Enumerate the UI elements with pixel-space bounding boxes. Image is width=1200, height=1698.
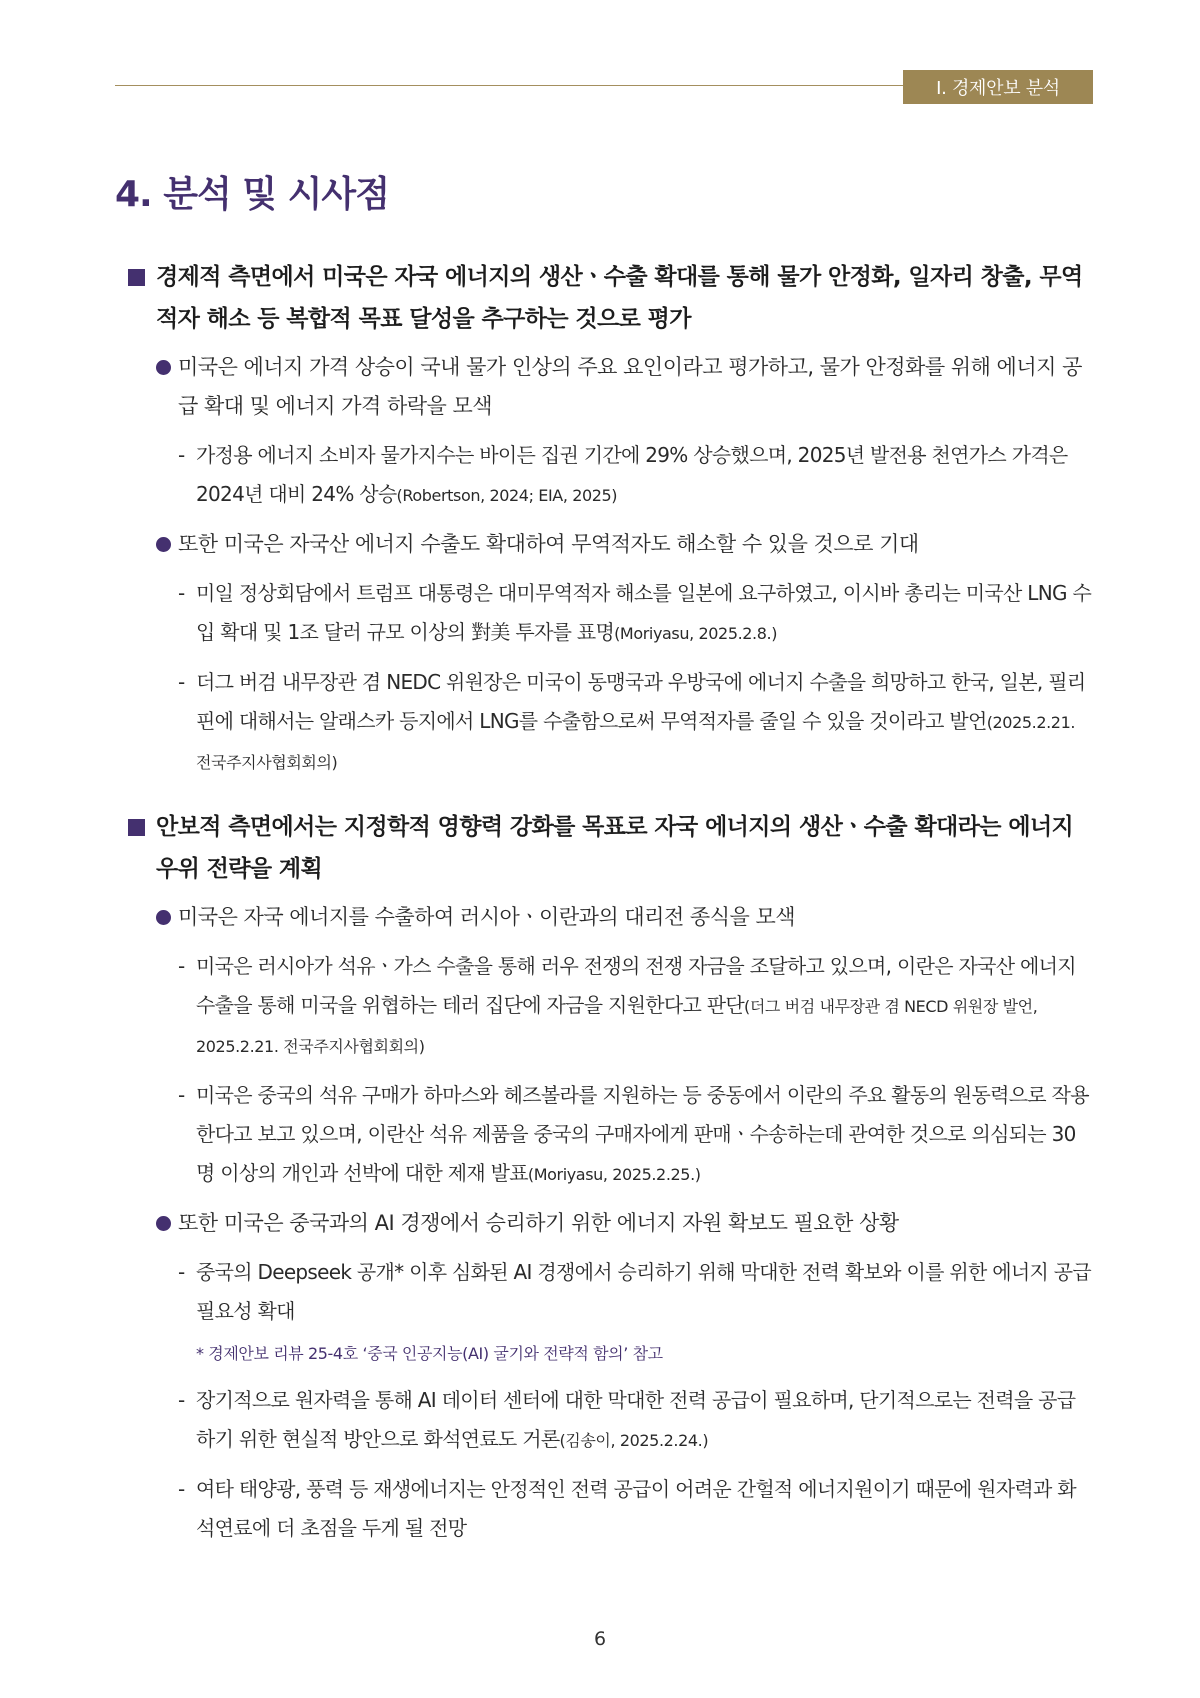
- circle-bullet-icon: [156, 537, 171, 552]
- citation: (김송이, 2025.2.24.): [559, 1431, 709, 1450]
- dash-item: - 장기적으로 원자력을 통해 AI 데이터 센터에 대한 막대한 전력 공급이 필요하며, 단기적으로는 전력을 공급하기 위한 현실적 방안으로 화석연료도 거론(김송이, 2025.2.24.): [178, 1381, 1093, 1460]
- circle-bullet-icon: [156, 910, 171, 925]
- page-title: 4. 분석 및 시사점: [115, 174, 389, 215]
- dash-item: - 미국은 중국의 석유 구매가 하마스와 헤즈볼라를 지원하는 등 중동에서 이란의 주요 활동의 원동력으로 작용한다고 보고 있으며, 이란산 석유 제품을 중국의 구매자에게 판매ㆍ수송하는데 관여한 것으로 의심되는 30명 이상의 개인과 선박에 대한 제재 발표(Moriyasu, 2025.2.25.): [178, 1076, 1093, 1194]
- dash-icon: -: [178, 1083, 185, 1107]
- dash-icon: -: [178, 1260, 185, 1284]
- page-number: 6: [593, 1628, 607, 1650]
- square-bullet-icon: [128, 819, 145, 836]
- square-bullet-icon: [128, 269, 145, 286]
- citation: (더그 버검 내무장관 겸 NECD 위원장 발언, 2025.2.21. 전국주지사협회회의): [196, 997, 1038, 1056]
- bullet-item: 또한 미국은 중국과의 AI 경쟁에서 승리하기 위한 에너지 자원 확보도 필요한 상황: [156, 1204, 1093, 1243]
- bullet-item: 또한 미국은 자국산 에너지 수출도 확대하여 무역적자도 해소할 수 있을 것으로 기대: [156, 525, 1093, 564]
- dash-icon: -: [178, 1388, 185, 1412]
- bullet-item: 미국은 에너지 가격 상승이 국내 물가 인상의 주요 요인이라고 평가하고, 물가 안정화를 위해 에너지 공급 확대 및 에너지 가격 하락을 모색: [156, 348, 1093, 426]
- footnote: * 경제안보 리뷰 25-4호 ‘중국 인공지능(AI) 굴기와 전략적 함의’ 참고: [196, 1344, 663, 1363]
- section-tab: Ⅰ. 경제안보 분석: [903, 70, 1093, 104]
- dash-icon: -: [178, 1477, 185, 1501]
- citation: (2025.2.21. 전국주지사협회회의): [196, 713, 1076, 772]
- heading-security: 안보적 측면에서는 지정학적 영향력 강화를 목표로 자국 에너지의 생산ㆍ수출 확대라는 에너지 우위 전략을 계획: [128, 806, 1093, 890]
- dash-icon: -: [178, 581, 185, 605]
- main-content: [128, 256, 1093, 1558]
- dash-item: - 가정용 에너지 소비자 물가지수는 바이든 집권 기간에 29% 상승했으며, 2025년 발전용 천연가스 가격은 2024년 대비 24% 상승(Robertson, 2024; EIA, 2025): [178, 436, 1093, 515]
- header-rule: [115, 85, 910, 86]
- dash-icon: -: [178, 954, 185, 978]
- citation: (Robertson, 2024; EIA, 2025): [396, 486, 618, 505]
- bullet-item: 미국은 자국 에너지를 수출하여 러시아ㆍ이란과의 대리전 종식을 모색: [156, 898, 1093, 937]
- heading-economic: 경제적 측면에서 미국은 자국 에너지의 생산ㆍ수출 확대를 통해 물가 안정화, 일자리 창출, 무역적자 해소 등 복합적 목표 달성을 추구하는 것으로 평가: [128, 256, 1093, 340]
- circle-bullet-icon: [156, 1216, 171, 1231]
- dash-item: - 더그 버검 내무장관 겸 NEDC 위원장은 미국이 동맹국과 우방국에 에너지 수출을 희망하고 한국, 일본, 필리핀에 대해서는 알래스카 등지에서 LNG를 수출함으로써 무역적자를 줄일 수 있을 것이라고 발언(2025.2.21. 전국주지사협회회의): [178, 663, 1093, 782]
- dash-item: - 미일 정상회담에서 트럼프 대통령은 대미무역적자 해소를 일본에 요구하였고, 이시바 총리는 미국산 LNG 수입 확대 및 1조 달러 규모 이상의 對美 투자를 표명(Moriyasu, 2025.2.8.): [178, 574, 1093, 653]
- citation: (Moriyasu, 2025.2.8.): [614, 624, 778, 643]
- circle-bullet-icon: [156, 360, 171, 375]
- dash-item: - 미국은 러시아가 석유ㆍ가스 수출을 통해 러우 전쟁의 전쟁 자금을 조달하고 있으며, 이란은 자국산 에너지 수출을 통해 미국을 위협하는 테러 집단에 자금을 지원한다고 판단(더그 버검 내무장관 겸 NECD 위원장 발언, 2025.2.21. 전국주지사협회회의): [178, 947, 1093, 1066]
- dash-icon: -: [178, 443, 185, 467]
- dash-item: - 중국의 Deepseek 공개* 이후 심화된 AI 경쟁에서 승리하기 위해 막대한 전력 확보와 이를 위한 에너지 공급 필요성 확대: [178, 1253, 1093, 1331]
- dash-item: - 여타 태양광, 풍력 등 재생에너지는 안정적인 전력 공급이 어려운 간헐적 에너지원이기 때문에 원자력과 화석연료에 더 초점을 두게 될 전망: [178, 1470, 1093, 1548]
- citation: (Moriyasu, 2025.2.25.): [527, 1165, 701, 1184]
- dash-icon: -: [178, 670, 185, 694]
